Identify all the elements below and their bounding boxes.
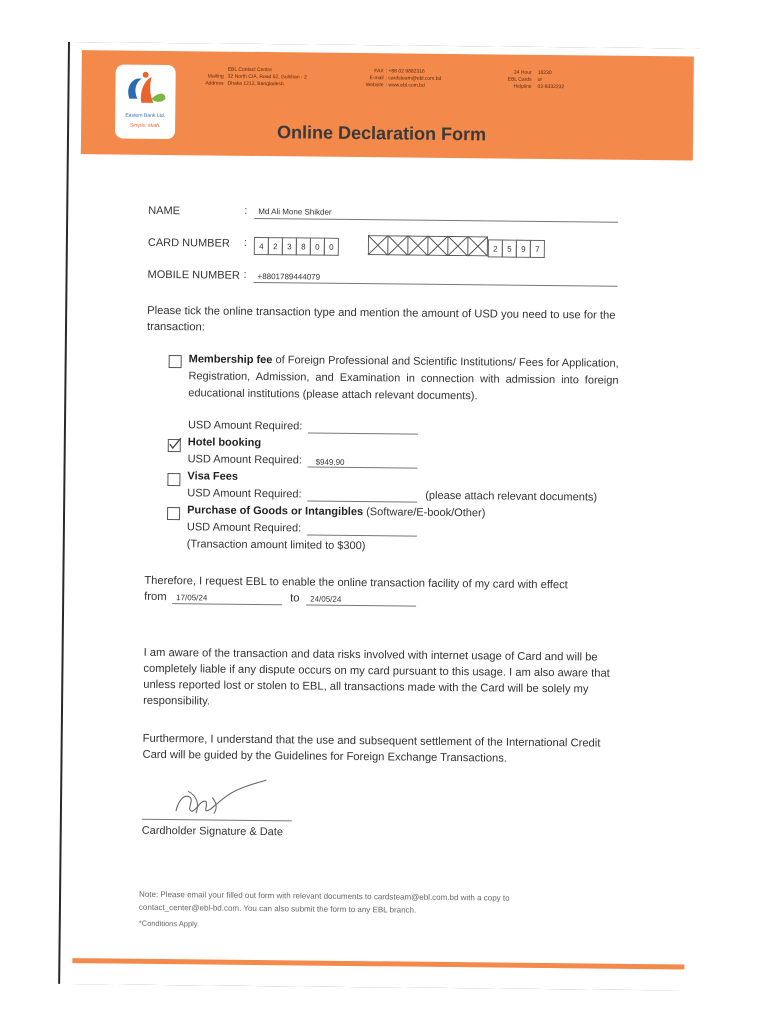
header-banner (81, 50, 694, 160)
to-date-underline (306, 605, 416, 607)
card-number-colon: : (243, 236, 248, 249)
guidelines-text: Furthermore, I understand that the use and subsequent settlement of the International Credit Card will be guided by the Guidelines for Foreign Exchange Transactions. (142, 732, 601, 765)
instruction-text: Please tick the online transaction type and mention the amount of USD you need to use for the transaction: (146, 304, 616, 334)
hotel-booking-title: Hotel booking (187, 436, 262, 450)
card-digit: 0 (324, 238, 339, 256)
membership-option (188, 351, 619, 407)
helpline-label: Helpline (513, 83, 532, 90)
hour-label: 24 Hour (513, 69, 532, 76)
website-value: : www.ebl.com.bd (385, 82, 425, 89)
request-text: Therefore, I request EBL to enable the online transaction facility of my card with effect (144, 574, 568, 592)
membership-description: of Foreign Professional and Scientific Institutions/ Fees for Application, Registration, Admission, and Examination in connection with admission into foreign educational institutions (please attach relevant documents). (188, 354, 619, 403)
card-number-start[interactable] (254, 237, 338, 256)
masked-card-digits (368, 235, 488, 256)
card-digit: 9 (516, 240, 531, 258)
logo-tagline: Simple. Math. (129, 122, 161, 129)
cards-label: EBL Cards (507, 76, 532, 83)
form-sheet (60, 42, 702, 991)
mailing-address-label: Mailing Address (205, 73, 224, 87)
footer-bar (72, 958, 684, 969)
mobile-number-label: MOBILE NUMBER (147, 268, 240, 282)
visa-fees-checkbox[interactable] (167, 473, 180, 486)
card-digit: 3 (282, 237, 297, 255)
card-digit: 2 (488, 239, 503, 257)
logo-bank-name: Eastern Bank Ltd. (125, 112, 166, 119)
name-underline (254, 218, 618, 223)
to-date-value[interactable]: 24/05/24 (310, 594, 342, 604)
card-number-label: CARD NUMBER (147, 236, 230, 250)
card-digit: 0 (310, 238, 325, 256)
membership-checkbox[interactable] (169, 355, 182, 368)
card-digit: 4 (254, 237, 269, 255)
to-label: to (290, 592, 300, 605)
hotel-amount-underline (308, 467, 418, 469)
card-digit: 2 (268, 237, 283, 255)
note-line-2: contact_center@ebl-bd.com. You can also submit the form to any EBL branch. (138, 902, 417, 915)
membership-amount-label: USD Amount Required: (187, 419, 303, 433)
helpline-value: 02-8332232 (537, 83, 565, 91)
mobile-number-colon: : (243, 268, 247, 281)
goods-amount-label: USD Amount Required: (186, 521, 302, 535)
email-label: E-mail (369, 75, 384, 82)
card-digit: 7 (530, 240, 545, 258)
membership-title: Membership fee (188, 353, 273, 367)
membership-amount-field[interactable] (308, 433, 418, 435)
from-label: from (144, 590, 167, 604)
mobile-underline (253, 282, 617, 287)
note-line-1: Note: Please email your filled out form with relevant documents to cardsteam@ebl.com.bd with a copy to (139, 889, 510, 903)
visa-fees-title: Visa Fees (187, 470, 239, 483)
mailing-address-value: EBL Contact Centre 32 North C/A, Road 52, Gulshan - 2 Dhaka 1212, Bangladesh (227, 66, 307, 88)
cardholder-signature (166, 773, 276, 822)
signature-label: Cardholder Signature & Date (141, 824, 284, 839)
goods-amount-field[interactable] (307, 535, 417, 537)
goods-limit-note: (Transaction amount limited to $300) (186, 538, 366, 553)
card-digit: 5 (502, 240, 517, 258)
logo-caption (117, 112, 173, 129)
email-value: : cardsteam@ebl.com.bd (385, 75, 442, 82)
conditions-apply: *Conditions Apply. (138, 918, 200, 929)
card-digit: 8 (296, 237, 311, 255)
mobile-value[interactable]: +8801789444079 (257, 271, 321, 282)
goods-checkbox[interactable] (167, 507, 180, 520)
name-value[interactable]: Md Ali Mone Shikder (258, 206, 332, 217)
checkmark-icon (168, 437, 182, 451)
goods-title: Purchase of Goods or Intangibles (187, 504, 364, 519)
visa-amount-field[interactable] (307, 501, 417, 503)
from-date-value[interactable]: 17/05/24 (176, 593, 208, 603)
ebl-logo-icon (121, 69, 169, 114)
hotel-amount-label: USD Amount Required: (187, 453, 303, 467)
website-label: Website (365, 82, 384, 89)
from-date-underline (172, 603, 282, 605)
card-number-end[interactable] (488, 239, 544, 258)
form-title: Online Declaration Form (276, 122, 487, 145)
fax-value: : +88 02 9882316 (385, 68, 425, 75)
awareness-text: I am aware of the transaction and data risks involved with internet usage of Card and will be completely liable if any dispute occurs on my card pursuant to this usage. I am also aware that unless reported lost or stolen to EBL, all transactions made with the Card will be solely my responsibility. (143, 646, 610, 708)
visa-note: (please attach relevant documents) (425, 489, 598, 504)
name-colon: : (244, 204, 248, 217)
hotel-booking-checkbox[interactable] (168, 439, 181, 452)
hour-value: 16230 (537, 69, 552, 77)
visa-amount-label: USD Amount Required: (187, 487, 302, 501)
goods-description: (Software/E-book/Other) (363, 506, 486, 520)
ebl-logo (115, 64, 176, 139)
fax-label: FAX (374, 68, 384, 75)
hotel-amount-value[interactable]: $949.90 (315, 457, 345, 467)
name-label: NAME (148, 204, 181, 218)
cards-value: or (537, 76, 543, 83)
